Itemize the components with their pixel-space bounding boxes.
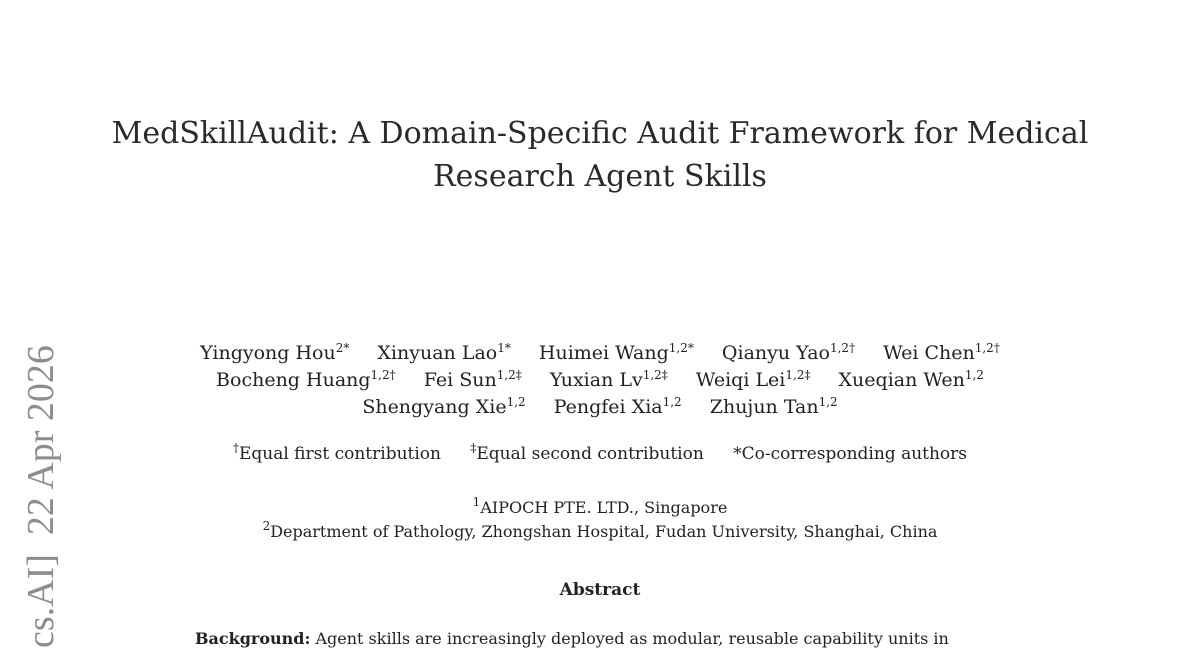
- contribution-notes: [100, 442, 1100, 466]
- author: Zhujun Tan$^{1,2}$: [709, 395, 838, 418]
- contribution-note: †Equal first contribution: [232, 441, 441, 464]
- author: Pengfei Xia$^{1,2}$: [553, 395, 682, 418]
- contribution-note: *Co-corresponding authors: [733, 444, 968, 464]
- contribution-note: ‡Equal second contribution: [470, 441, 704, 464]
- affiliation: $^2$Department of Pathology, Zhongshan Hospital, Fudan University, Shanghai, China: [262, 519, 938, 541]
- author: Qianyu Yao$^{1,2\dagger}$: [721, 341, 856, 364]
- author-line: [100, 340, 1100, 367]
- author: Bocheng Huang$^{1,2\dagger}$: [216, 368, 396, 391]
- author: Weiqi Lei$^{1,2\ddagger}$: [695, 368, 811, 391]
- abstract-body: [195, 627, 1055, 651]
- abstract-text: Agent skills are increasingly deployed as modular, reusable capability units in: [315, 629, 949, 648]
- author: Wei Chen$^{1,2\dagger}$: [883, 341, 1000, 364]
- author: Yingyong Hou$^{2*}$: [200, 341, 350, 364]
- abstract-heading: Abstract: [559, 580, 641, 600]
- arxiv-watermark: cs.AI] 22 Apr 2026: [20, 345, 62, 648]
- affiliation: $^1$AIPOCH PTE. LTD., Singapore: [472, 495, 728, 517]
- abstract-lead: Background:: [195, 629, 311, 648]
- author-line: [100, 394, 1100, 421]
- author: Xueqian Wen$^{1,2}$: [838, 368, 984, 391]
- author: Yuxian $Lv^{1,2\ddagger}$: [549, 368, 668, 391]
- author: Huimei Wang$^{1,2*}$: [538, 341, 694, 364]
- paper-title: MedSkillAudit: A Domain-Specific Audit Framework for Medical Research Agent Skills: [111, 116, 1089, 194]
- author: Xinyuan Lao$^{1*}$: [377, 341, 511, 364]
- author: Shengyang Xie$^{1,2}$: [362, 395, 526, 418]
- author-line: [100, 367, 1100, 394]
- affiliations: [100, 496, 1100, 544]
- author: Fei Sun$^{1,2\ddagger}$: [423, 368, 522, 391]
- author-list: [100, 340, 1100, 421]
